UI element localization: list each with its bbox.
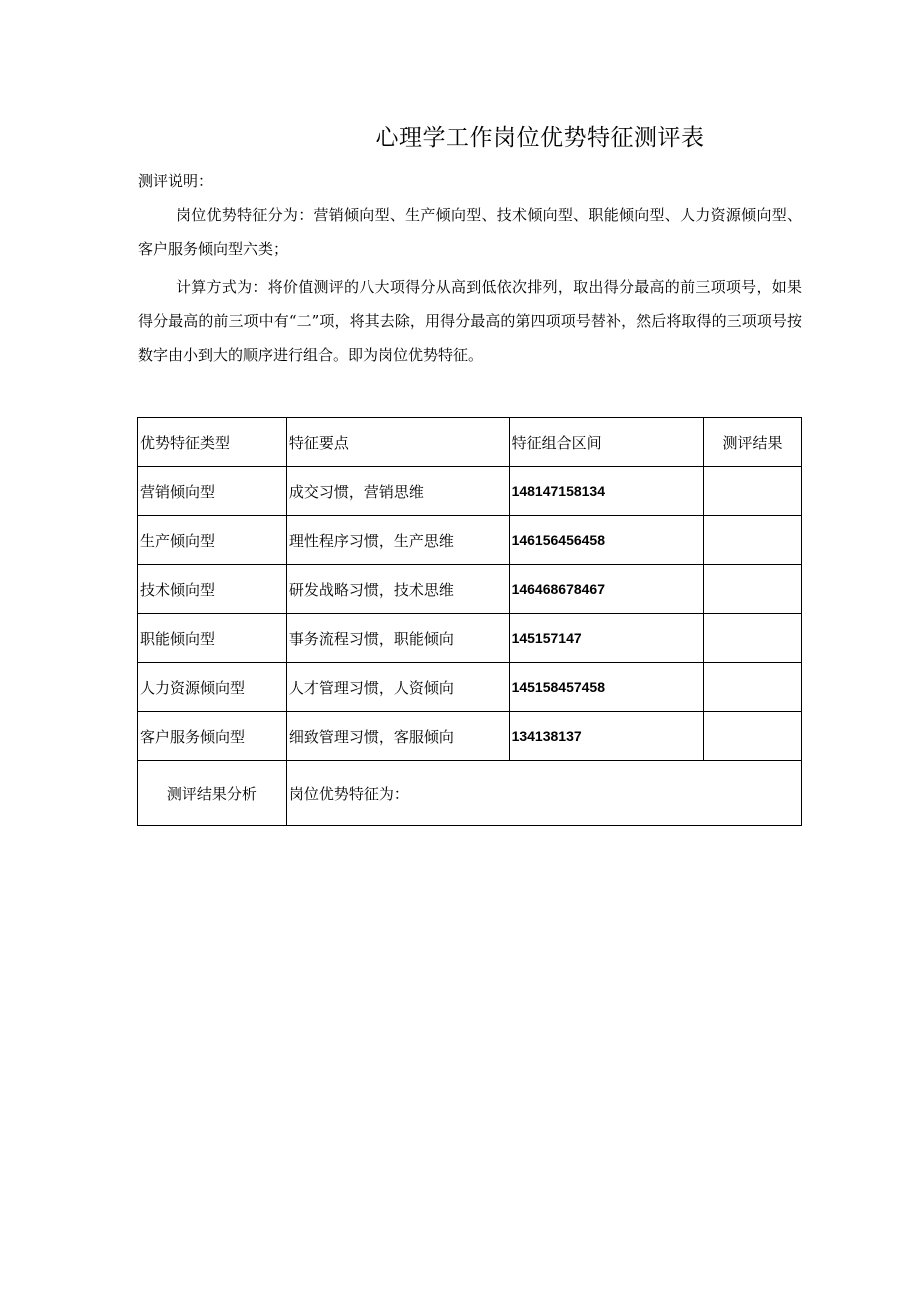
intro-paragraph-categories: 岗位优势特征分为：营销倾向型、生产倾向型、技术倾向型、职能倾向型、人力资源倾向型、客户服务倾向型六类； <box>138 206 802 258</box>
points-cell: 研发战略习惯，技术思维 <box>286 565 509 614</box>
table-row <box>138 516 802 565</box>
table-row <box>138 565 802 614</box>
table-row <box>138 467 802 516</box>
header-range: 特征组合区间 <box>509 418 704 467</box>
page-title: 心理学工作岗位优势特征测评表 <box>375 125 705 151</box>
range-cell: 145158457458 <box>509 663 704 712</box>
type-cell: 技术倾向型 <box>138 565 287 614</box>
result-cell[interactable] <box>704 516 802 565</box>
result-cell[interactable] <box>704 663 802 712</box>
type-cell: 生产倾向型 <box>138 516 287 565</box>
type-cell: 职能倾向型 <box>138 614 287 663</box>
range-cell: 145157147 <box>509 614 704 663</box>
points-cell: 成交习惯，营销思维 <box>286 467 509 516</box>
points-cell: 事务流程习惯，职能倾向 <box>286 614 509 663</box>
range-cell: 146468678467 <box>509 565 704 614</box>
type-cell: 客户服务倾向型 <box>138 712 287 761</box>
type-cell: 营销倾向型 <box>138 467 287 516</box>
points-cell: 理性程序习惯，生产思维 <box>286 516 509 565</box>
analysis-label: 测评结果分析 <box>138 761 287 826</box>
header-result: 测评结果 <box>704 418 802 467</box>
type-cell: 人力资源倾向型 <box>138 663 287 712</box>
table-row <box>138 712 802 761</box>
analysis-text[interactable]: 岗位优势特征为： <box>286 761 801 826</box>
range-cell: 148147158134 <box>509 467 704 516</box>
intro-paragraph-method: 计算方式为：将价值测评的八大项得分从高到低依次排列，取出得分最高的前三项项号，如果得分最高的前三项中有“二”项，将其去除，用得分最高的第四项项号替补，然后将取得的三项项号按数字由小到大的顺序进行组合。即为岗位优势特征。 <box>138 278 802 364</box>
table-header-row <box>138 418 802 467</box>
analysis-row <box>138 761 802 826</box>
range-cell: 134138137 <box>509 712 704 761</box>
result-cell[interactable] <box>704 712 802 761</box>
result-cell[interactable] <box>704 467 802 516</box>
range-cell: 146156456458 <box>509 516 704 565</box>
result-cell[interactable] <box>704 614 802 663</box>
points-cell: 人才管理习惯，人资倾向 <box>286 663 509 712</box>
table-row <box>138 663 802 712</box>
header-type: 优势特征类型 <box>138 418 287 467</box>
assessment-table <box>137 417 802 826</box>
points-cell: 细致管理习惯，客服倾向 <box>286 712 509 761</box>
result-cell[interactable] <box>704 565 802 614</box>
table-row <box>138 614 802 663</box>
intro-label: 测评说明： <box>138 172 214 190</box>
header-points: 特征要点 <box>286 418 509 467</box>
